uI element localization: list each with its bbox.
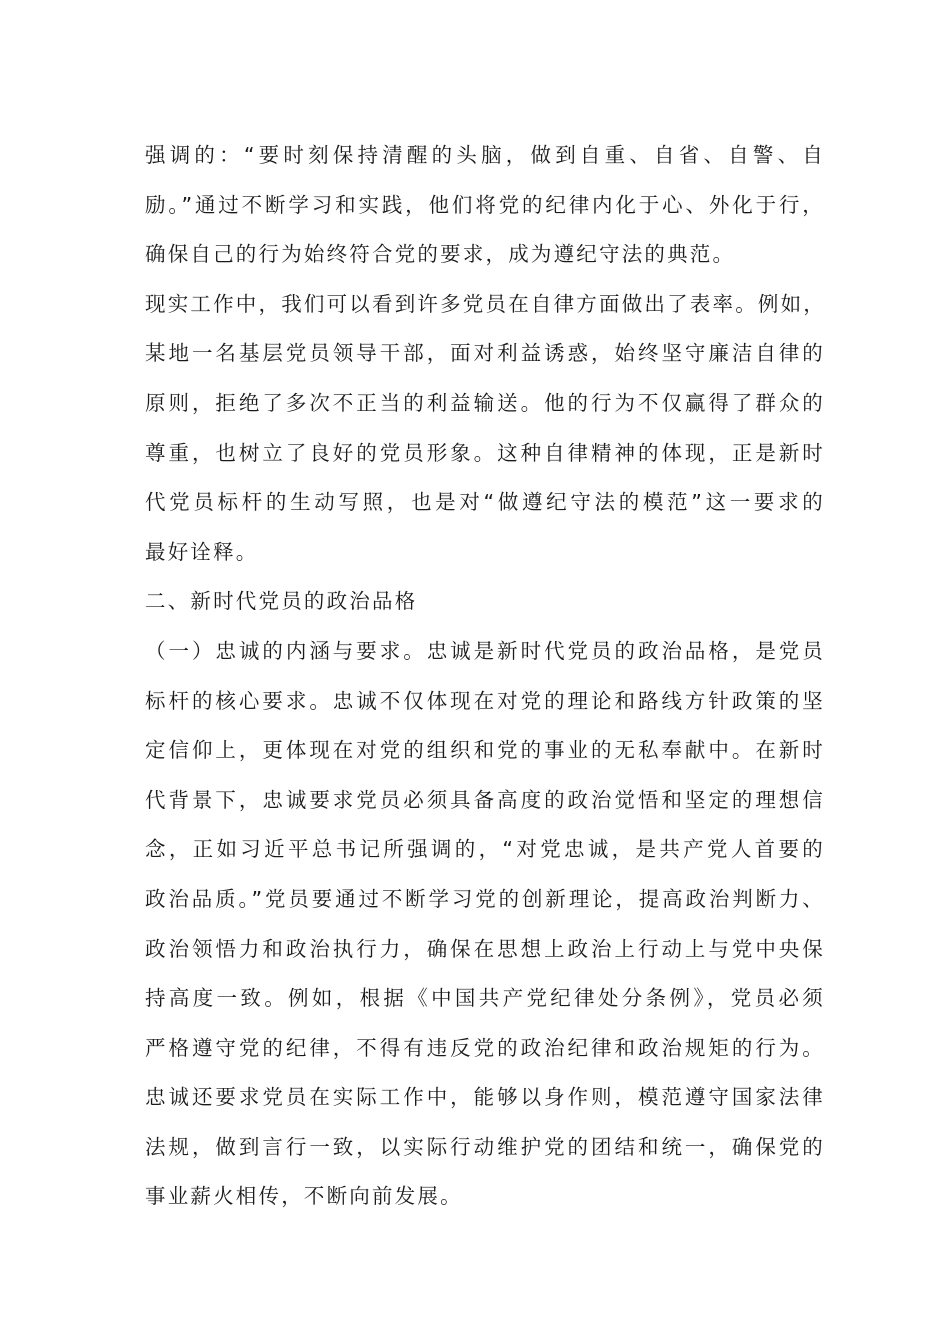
text-line: 严格遵守党的纪律，不得有违反党的政治纪律和政治规矩的行为。 <box>145 1035 825 1060</box>
text-line: 强调的：“要时刻保持清醒的头脑，做到自重、自省、自警、自 <box>145 143 825 167</box>
text-line: 标杆的核心要求。忠诚不仅体现在对党的理论和路线方针政策的坚 <box>145 688 825 713</box>
text-line: 尊重，也树立了良好的党员形象。这种自律精神的体现，正是新时 <box>145 440 825 465</box>
document-body <box>145 131 825 1222</box>
paragraph-end-line: 确保自己的行为始终符合党的要求，成为遵纪守法的典范。 <box>145 242 736 267</box>
text-line: 政治领悟力和政治执行力，确保在思想上政治上行动上与党中央保 <box>145 936 825 961</box>
text-line: 念，正如习近平总书记所强调的，“对党忠诚，是共产党人首要的 <box>145 837 825 862</box>
text-line: 原则，拒绝了多次不正当的利益输送。他的行为不仅赢得了群众的 <box>145 390 825 415</box>
text-line: 现实工作中，我们可以看到许多党员在自律方面做出了表率。例如， <box>145 291 826 316</box>
text-line: 代背景下，忠诚要求党员必须具备高度的政治觉悟和坚定的理想信 <box>145 787 825 812</box>
paragraph-end-line: 事业薪火相传，不断向前发展。 <box>145 1184 463 1209</box>
text-line: 法规，做到言行一致，以实际行动维护党的团结和统一，确保党的 <box>145 1134 825 1159</box>
text-line: 忠诚还要求党员在实际工作中，能够以身作则，模范遵守国家法律 <box>145 1085 825 1110</box>
text-line: 励。”通过不断学习和实践，他们将党的纪律内化于心、外化于行， <box>145 192 825 217</box>
section-heading: 二、新时代党员的政治品格 <box>145 589 418 614</box>
text-line: （一）忠诚的内涵与要求。忠诚是新时代党员的政治品格，是党员 <box>145 638 825 663</box>
text-line: 某地一名基层党员领导干部，面对利益诱惑，始终坚守廉洁自律的 <box>145 341 825 366</box>
text-line: 代党员标杆的生动写照，也是对“做遵纪守法的模范”这一要求的 <box>145 490 825 515</box>
text-line: 定信仰上，更体现在对党的组织和党的事业的无私奉献中。在新时 <box>145 738 825 763</box>
text-line: 政治品质。”党员要通过不断学习党的创新理论，提高政治判断力、 <box>145 886 825 911</box>
paragraph-end-line: 最好诠释。 <box>145 539 259 564</box>
text-line: 持高度一致。例如，根据《中国共产党纪律处分条例》，党员必须 <box>145 986 825 1011</box>
